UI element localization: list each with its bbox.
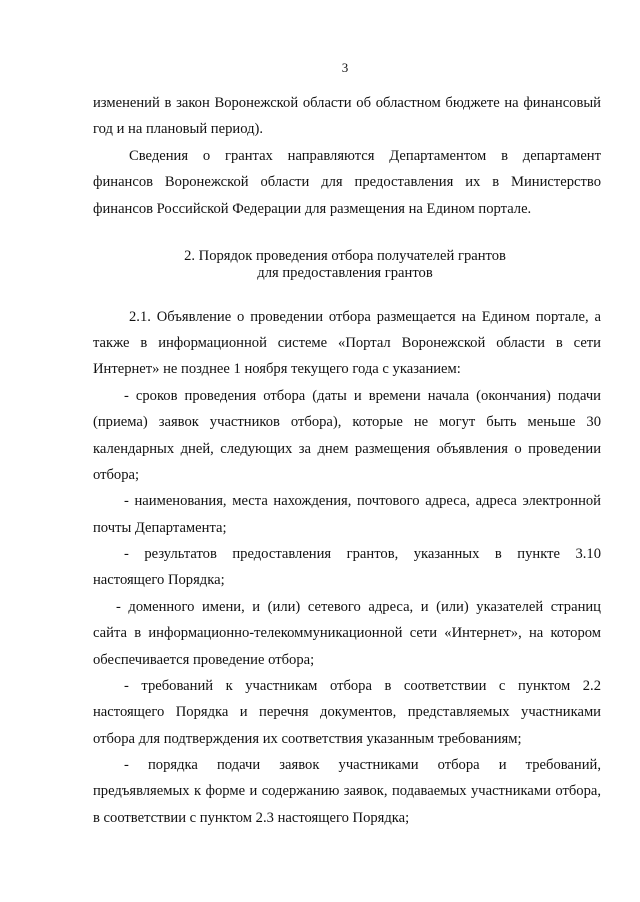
text-line: - доменного имени, и (или) сетевого адреса, и (или) указателей страниц <box>116 599 601 615</box>
text-line: финансов Российской Федерации для размещения на Едином портале. <box>93 201 532 217</box>
text-line: настоящего Порядка и перечня документов, представляемых участниками <box>93 704 601 720</box>
text-line: - наименования, места нахождения, почтового адреса, адреса электронной <box>124 493 601 509</box>
text-line: отбора для подтверждения их соответствия указанным требованиям; <box>93 731 522 747</box>
section-heading-line1: 2. Порядок проведения отбора получателей грантов <box>184 248 506 264</box>
text-line: отбора; <box>93 467 140 483</box>
text-line: 2.1. Объявление о проведении отбора размещается на Едином портале, а <box>129 309 601 325</box>
text-line: - сроков проведения отбора (даты и времени начала (окончания) подачи <box>124 388 601 404</box>
text-line: обеспечивается проведение отбора; <box>93 652 315 668</box>
text-line: календарных дней, следующих за днем размещения объявления о проведении <box>93 441 601 457</box>
text-line: в соответствии с пунктом 2.3 настоящего Порядка; <box>93 810 410 826</box>
text-line: почты Департамента; <box>93 520 227 536</box>
text-line: финансов Воронежской области для предоставления их в Министерство <box>93 174 601 190</box>
text-line: предъявляемых к форме и содержанию заявок, подаваемых участниками отбора, <box>93 783 601 799</box>
text-line: настоящего Порядка; <box>93 572 225 588</box>
page-number: 3 <box>341 60 349 75</box>
text-line: также в информационной системе «Портал Воронежской области в сети <box>93 335 601 351</box>
text-line: - результатов предоставления грантов, указанных в пункте 3.10 <box>124 546 601 562</box>
section-heading-line2: для предоставления грантов <box>257 265 433 281</box>
text-line: - порядка подачи заявок участниками отбора и требований, <box>124 757 601 773</box>
text-line: год и на плановый период). <box>93 121 264 137</box>
text-line: Интернет» не позднее 1 ноября текущего года с указанием: <box>93 361 461 377</box>
text-line: (приема) заявок участников отбора), которые не могут быть меньше 30 <box>93 414 601 430</box>
text-line: изменений в закон Воронежской области об областном бюджете на финансовый <box>93 95 601 111</box>
text-line: сайта в информационно-телекоммуникационной сети «Интернет», на котором <box>93 625 601 641</box>
text-line: - требований к участникам отбора в соответствии с пунктом 2.2 <box>124 678 601 694</box>
text-line: Сведения о грантах направляются Департаментом в департамент <box>129 148 601 164</box>
